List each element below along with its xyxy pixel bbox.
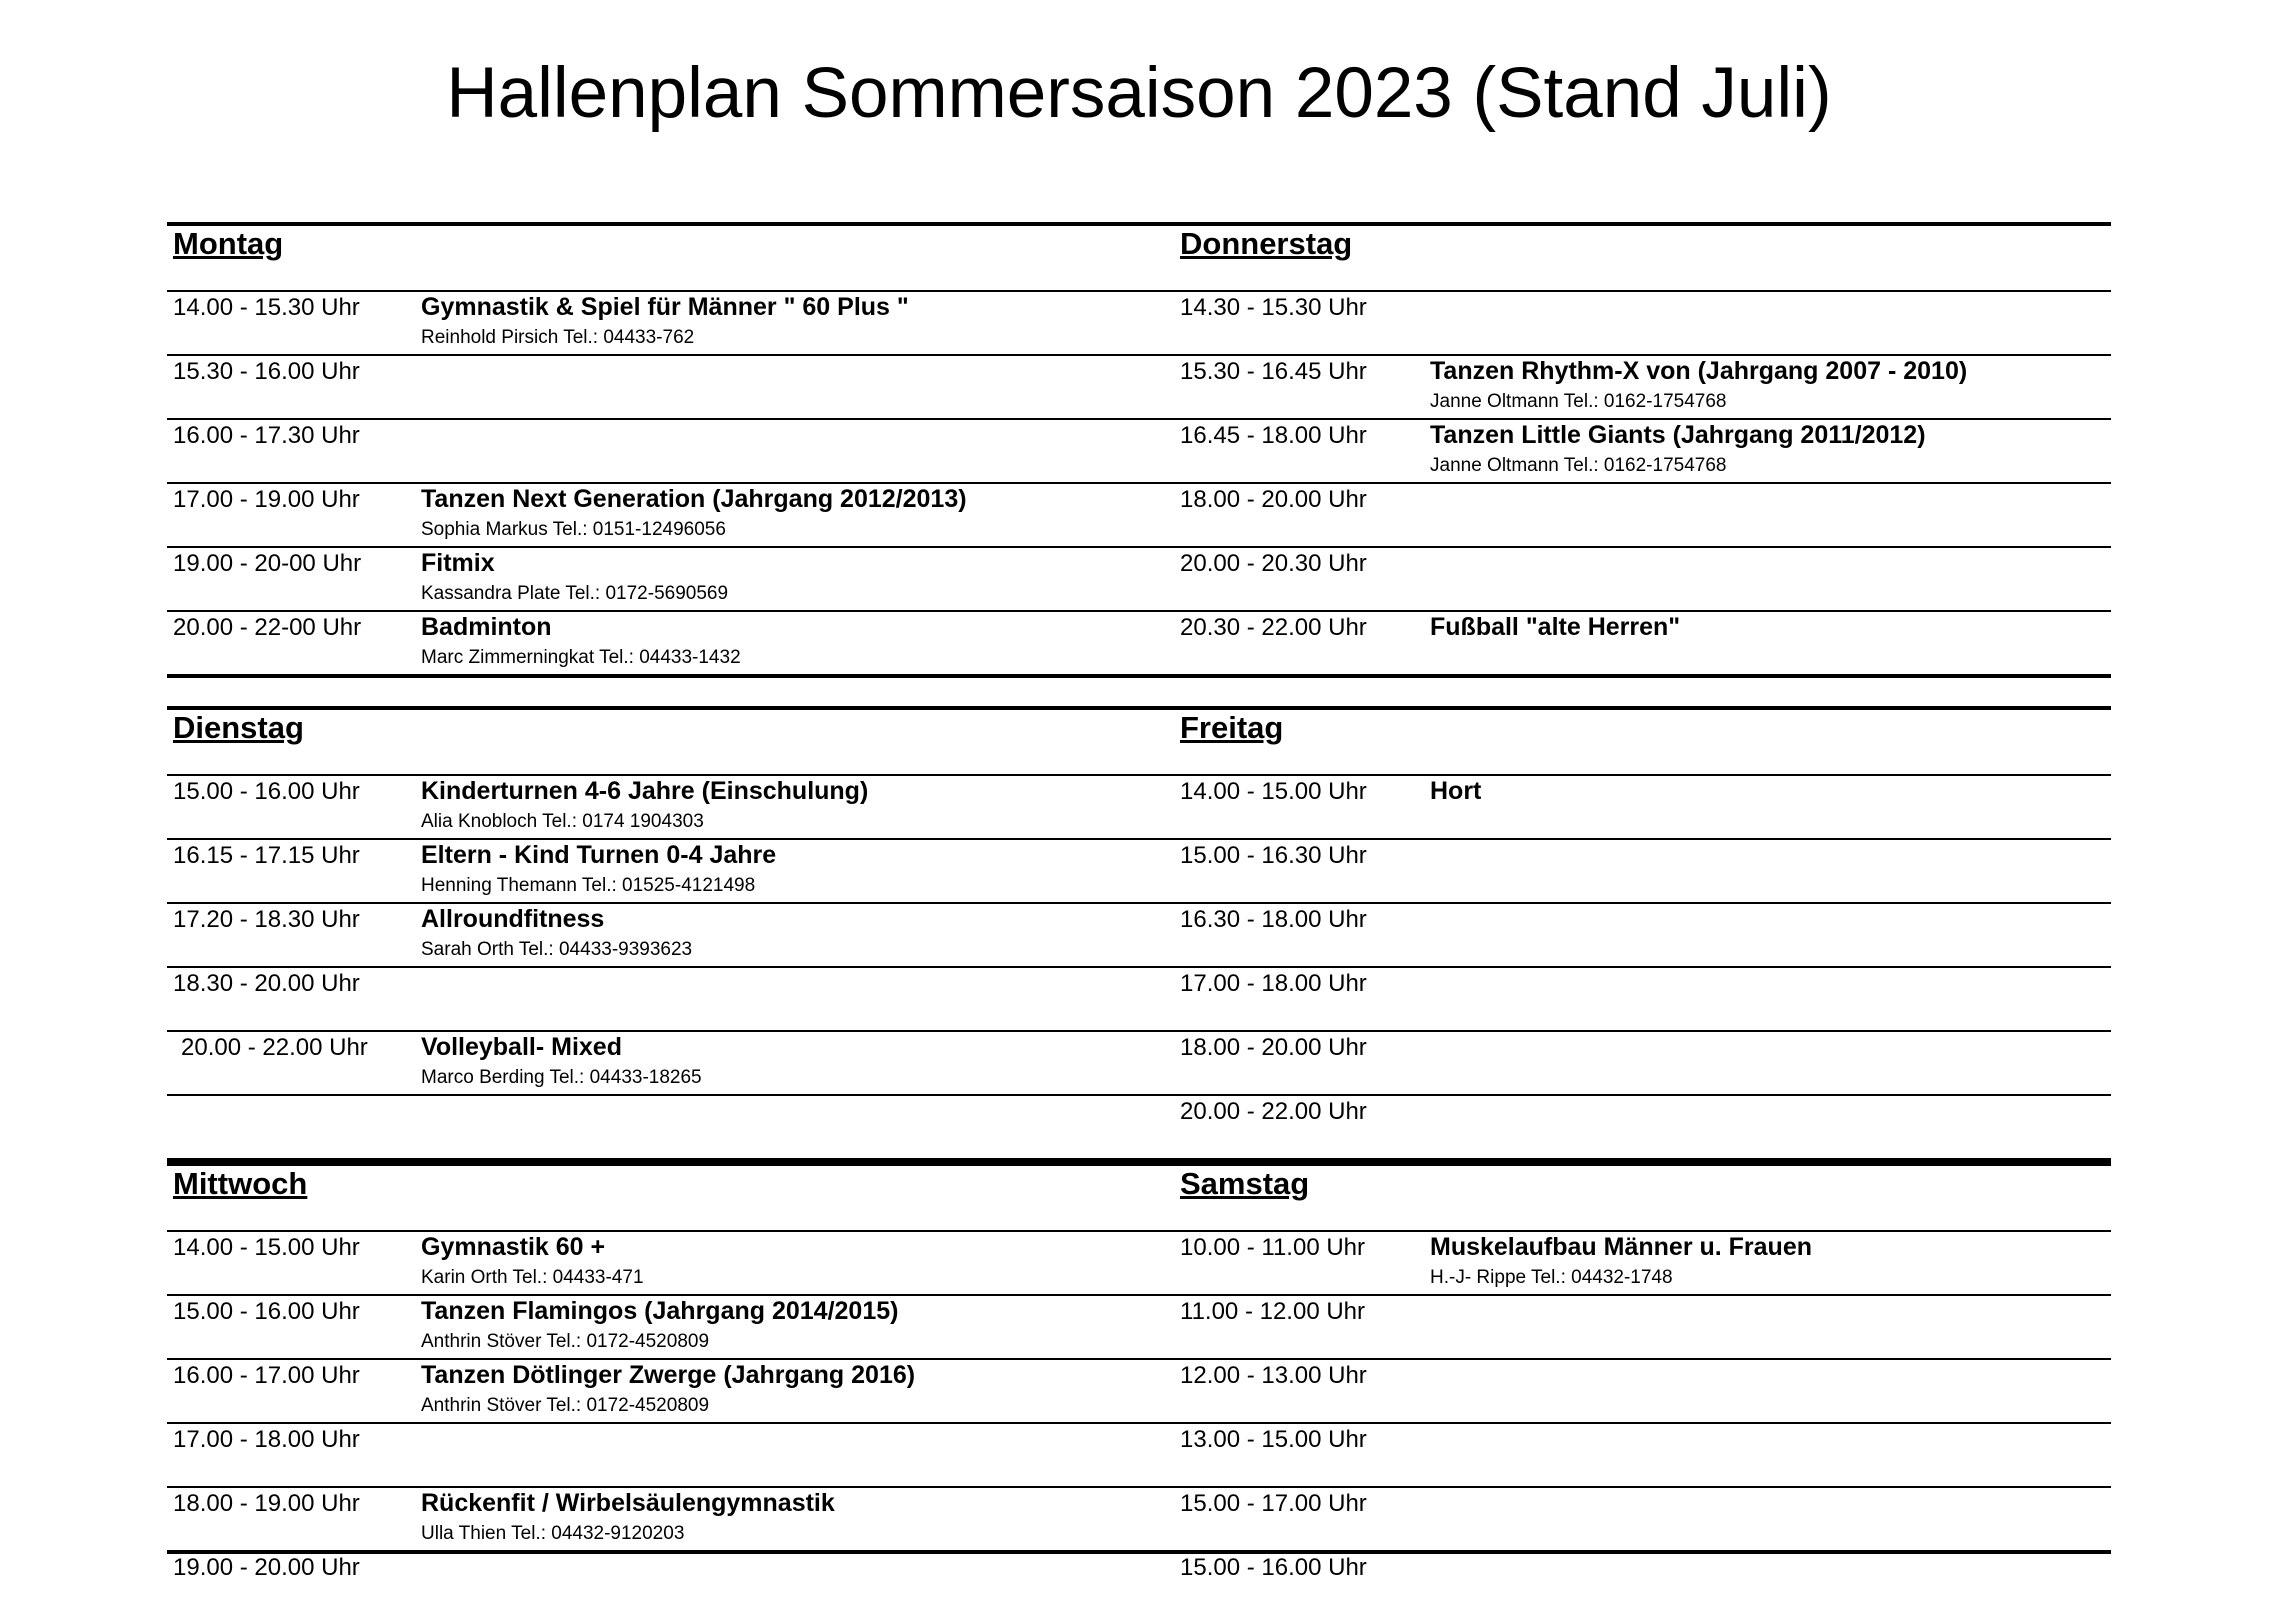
slot-time: 17.00 - 19.00 Uhr [173, 486, 360, 513]
slot-time: 11.00 - 12.00 Uhr [1180, 1298, 1366, 1325]
day-heading: Mittwoch [173, 1166, 308, 1201]
slot-time: 16.15 - 17.15 Uhr [173, 842, 360, 869]
slot-contact: Sophia Markus Tel.: 0151-12496056 [421, 519, 726, 540]
row-divider [167, 674, 2111, 678]
slot-time: 15.00 - 16.00 Uhr [173, 1298, 360, 1325]
slot-contact: Anthrin Stöver Tel.: 0172-4520809 [421, 1331, 710, 1352]
slot-contact: Karin Orth Tel.: 04433-471 [421, 1267, 644, 1288]
row-divider [167, 546, 2111, 548]
slot-time: 20.30 - 22.00 Uhr [1180, 614, 1367, 641]
slot-time: 12.00 - 13.00 Uhr [1180, 1362, 1367, 1389]
slot-time: 20.00 - 22.00 Uhr [1180, 1098, 1367, 1125]
slot-course: Fußball "alte Herren" [1430, 613, 1681, 641]
slot-time: 14.00 - 15.00 Uhr [1180, 778, 1367, 805]
row-divider [167, 418, 2111, 420]
day-heading: Samstag [1180, 1166, 1310, 1201]
slot-course: Fitmix [421, 549, 495, 577]
slot-time: 14.00 - 15.00 Uhr [173, 1234, 360, 1261]
slot-course: Muskelaufbau Männer u. Frauen [1430, 1233, 1813, 1261]
row-divider [167, 1422, 2111, 1424]
slot-course: Tanzen Next Generation (Jahrgang 2012/2013) [421, 485, 967, 513]
slot-contact: Sarah Orth Tel.: 04433-9393623 [421, 939, 693, 960]
slot-time: 15.00 - 16.00 Uhr [173, 778, 360, 805]
row-divider [167, 1486, 2111, 1488]
slot-course: Tanzen Dötlinger Zwerge (Jahrgang 2016) [421, 1361, 916, 1389]
slot-course: Hort [1430, 777, 1482, 805]
slot-course: Tanzen Flamingos (Jahrgang 2014/2015) [421, 1297, 899, 1325]
day-heading: Freitag [1180, 710, 1284, 745]
slot-time: 15.30 - 16.00 Uhr [173, 358, 360, 385]
row-divider [167, 1358, 2111, 1360]
slot-time: 16.00 - 17.30 Uhr [173, 422, 360, 449]
row-divider [167, 966, 2111, 968]
row-divider [167, 1550, 2111, 1554]
slot-time: 16.00 - 17.00 Uhr [173, 1362, 360, 1389]
row-divider [167, 482, 2111, 484]
slot-course: Gymnastik 60 + [421, 1233, 606, 1261]
slot-time: 18.00 - 20.00 Uhr [1180, 486, 1367, 513]
row-divider [167, 354, 2111, 356]
slot-contact: Anthrin Stöver Tel.: 0172-4520809 [421, 1395, 710, 1416]
day-heading: Dienstag [173, 710, 304, 745]
slot-time: 19.00 - 20.00 Uhr [173, 1554, 360, 1581]
slot-time: 15.30 - 16.45 Uhr [1180, 358, 1367, 385]
slot-time: 15.00 - 17.00 Uhr [1180, 1490, 1367, 1517]
slot-course: Allroundfitness [421, 905, 605, 933]
row-divider [167, 610, 2111, 612]
row-divider [167, 902, 2111, 904]
slot-contact: Alia Knobloch Tel.: 0174 1904303 [421, 811, 704, 832]
slot-contact: H.-J- Rippe Tel.: 04432-1748 [1430, 1267, 1673, 1288]
slot-time: 20.00 - 22-00 Uhr [173, 614, 362, 641]
slot-contact: Henning Themann Tel.: 01525-4121498 [421, 875, 756, 896]
slot-time: 14.30 - 15.30 Uhr [1180, 294, 1367, 321]
row-divider [167, 1294, 2111, 1296]
row-divider [167, 706, 2111, 710]
slot-contact: Marc Zimmerningkat Tel.: 04433-1432 [421, 647, 741, 668]
slot-contact: Kassandra Plate Tel.: 0172-5690569 [421, 583, 729, 604]
slot-contact: Janne Oltmann Tel.: 0162-1754768 [1430, 455, 1727, 476]
slot-time: 14.00 - 15.30 Uhr [173, 294, 360, 321]
slot-course: Gymnastik & Spiel für Männer " 60 Plus " [421, 293, 909, 321]
slot-time: 18.00 - 19.00 Uhr [173, 1490, 360, 1517]
slot-time: 16.45 - 18.00 Uhr [1180, 422, 1367, 449]
slot-time: 17.00 - 18.00 Uhr [173, 1426, 360, 1453]
slot-time: 20.00 - 20.30 Uhr [1180, 550, 1367, 577]
slot-time: 17.20 - 18.30 Uhr [173, 906, 360, 933]
row-divider [167, 774, 2111, 776]
slot-time: 17.00 - 18.00 Uhr [1180, 970, 1367, 997]
slot-course: Kinderturnen 4-6 Jahre (Einschulung) [421, 777, 869, 805]
slot-course: Eltern - Kind Turnen 0-4 Jahre [421, 841, 777, 869]
slot-time: 16.30 - 18.00 Uhr [1180, 906, 1367, 933]
slot-time: 15.00 - 16.00 Uhr [1180, 1554, 1367, 1581]
slot-contact: Ulla Thien Tel.: 04432-9120203 [421, 1523, 685, 1544]
slot-course: Tanzen Rhythm-X von (Jahrgang 2007 - 2010) [1430, 357, 1968, 385]
day-heading: Montag [173, 226, 284, 261]
slot-course: Rückenfit / Wirbelsäulengymnastik [421, 1489, 835, 1517]
row-divider [167, 1030, 2111, 1032]
slot-course: Tanzen Little Giants (Jahrgang 2011/2012) [1430, 421, 1926, 449]
row-divider [167, 1230, 2111, 1232]
slot-time: 18.30 - 20.00 Uhr [173, 970, 360, 997]
slot-contact: Marco Berding Tel.: 04433-18265 [421, 1067, 702, 1088]
slot-time: 18.00 - 20.00 Uhr [1180, 1034, 1367, 1061]
row-divider [167, 1162, 2111, 1166]
slot-contact: Reinhold Pirsich Tel.: 04433-762 [421, 327, 695, 348]
page-title: Hallenplan Sommersaison 2023 (Stand Juli) [446, 54, 1832, 133]
slot-contact: Janne Oltmann Tel.: 0162-1754768 [1430, 391, 1727, 412]
slot-time: 13.00 - 15.00 Uhr [1180, 1426, 1367, 1453]
row-divider [167, 290, 2111, 292]
row-divider [167, 1094, 2111, 1096]
slot-time: 10.00 - 11.00 Uhr [1180, 1234, 1366, 1261]
row-divider [167, 222, 2111, 226]
row-divider [167, 838, 2111, 840]
day-heading: Donnerstag [1180, 226, 1353, 261]
slot-time: 15.00 - 16.30 Uhr [1180, 842, 1367, 869]
slot-time: 19.00 - 20-00 Uhr [173, 550, 362, 577]
slot-course: Volleyball- Mixed [421, 1033, 622, 1061]
slot-time: 20.00 - 22.00 Uhr [181, 1034, 368, 1061]
slot-course: Badminton [421, 613, 552, 641]
